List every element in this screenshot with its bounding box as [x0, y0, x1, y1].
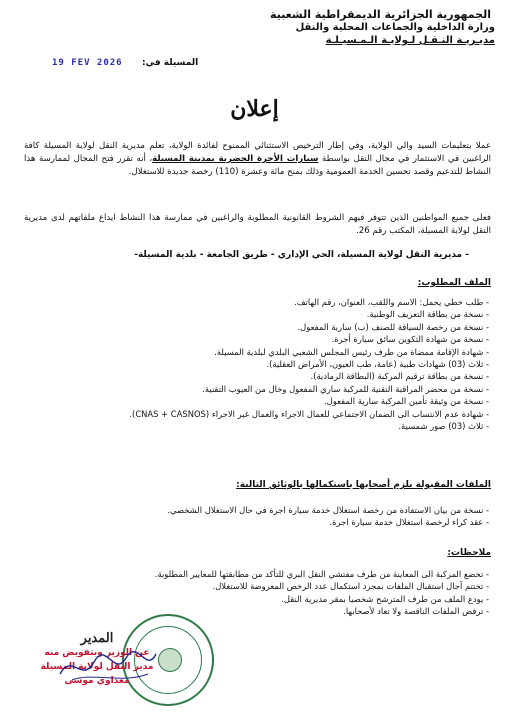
document-title: إعلان: [230, 96, 279, 122]
list-item: - ثلاث (03) صور شمسية.: [20, 420, 489, 432]
list-item: - ترفض الملفات الناقصة ولا تعاد لأصحابها.: [20, 605, 489, 617]
list-item: - يودع الملف من طرف المترشح شخصيا بمقر مديرية النقل.: [20, 593, 489, 605]
list-item: - نسخة من بطاقة ترقيم المركبة (البطاقة الرمادية).: [20, 370, 489, 382]
list-item: - نسخة من محضر المراقبة التقنية للمركبة ساري المفعول وخال من العيوب التقنية.: [20, 383, 489, 395]
paragraph-end: ، أنه تقرر فتح المجال لممارسة هذا النشاط للتدعيم وقصد تحسين الخدمة العمومية وذلك بمنح مائة وعشرة (110) رخصة جديدة للاستغلال.: [24, 154, 491, 177]
list-item: - تخضع المركبة الى المعاينة من طرف مفتشي النقل البري للتأكد من مطابقتها للمعايير المطلوبة.: [20, 568, 489, 580]
date-label: المسيلة في:: [142, 58, 199, 68]
accepted-files-title: الملفات المقبولة يلزم أصحابها باستكمالها بالوثائق التالية:: [236, 480, 491, 490]
date-stamp: 19 FEV 2026: [52, 58, 123, 68]
list-item: - شهادة الإقامة ممضاة من طرف رئيس المجلس الشعبي البلدي لبلدية المسيلة.: [20, 346, 489, 358]
letterhead: [125, 8, 495, 47]
directorate-name: مديـريـة النـقـل لـولايـة الـمـسيـلـة: [325, 35, 495, 46]
address-line: - مديرية النقل لولاية المسيلة، الحي الإداري - طريق الجامعة - بلدية المسيلة-: [134, 250, 469, 260]
signature-area: [22, 610, 222, 715]
date-row: [14, 58, 294, 72]
announcement-paragraph: [24, 140, 491, 179]
list-item: - شهادة عدم الانتساب الى الضمان الاجتماعي للعمال الاجراء والعمال غير الاجراء (CNAS + CASNOS).: [20, 408, 489, 420]
required-file-title: الملف المطلوب:: [417, 278, 491, 288]
stamp-position: مدير النقل لولاية المسيلة: [40, 662, 154, 672]
list-item: - نسخة من بطاقة التعريف الوطنية.: [20, 308, 489, 320]
republic-name: الجمهورية الجزائرية الديمقراطية الشعبية: [270, 8, 491, 21]
list-item: - ثلاث (03) شهادات طبية (عامة، طب العيون، الأمراض العقلية).: [20, 358, 489, 370]
notes-title: ملاحظات:: [447, 548, 491, 558]
paragraph-highlight: سيارات الأجرة الحضرية بمدينة المسيلة: [152, 154, 319, 164]
list-item: - نسخة من بيان الاستفادة من رخصة استغلال خدمة سيارة اجرة في حال الاستغلال الشخصي.: [20, 504, 489, 516]
list-item: - نسخة من شهادة التكوين سائق سيارة أجرة.: [20, 333, 489, 345]
accepted-files-list: [20, 504, 489, 529]
list-item: - عقد كراء لرخصة استغلال خدمة سيارة اجرة.: [20, 516, 489, 528]
required-file-list: [20, 296, 489, 432]
paragraph-start: عملا بتعليمات السيد والي الولاية، وفي إطار الترخيص الاستثنائي الممنوح لفائدة الولاية، تعلم مديرية النقل لولاية المسيلة كافة الراغبين في الاستثمار في مجال النقل بواسطة: [24, 141, 491, 164]
invitation-paragraph: فعلى جميع المواطنين الذين تتوفر فيهم الشروط القانونية المطلوبة والراغبين في ممارسة هذا النشاط ايداع ملفاتهم لدى مديرية النقل لولاية المسيلة، المكتب رقم 26.: [24, 213, 491, 236]
handwritten-signature: [52, 644, 162, 688]
director-title: المدير: [80, 631, 114, 646]
ministry-name: وزارة الداخلية والجماعات المحلية والنقل: [295, 22, 495, 33]
stamp-name: معداوي موسى: [64, 676, 130, 686]
list-item: - تختتم آجال استقبال الملفات بمجرد استكمال عدد الرخص المعروضة للاستغلال.: [20, 580, 489, 592]
list-item: - طلب خطي يحمل: الاسم واللقب، العنوان، رقم الهاتف.: [20, 296, 489, 308]
list-item: - نسخة من وثيقة تأمين المركبة سارية المفعول.: [20, 395, 489, 407]
stamp-delegation: عن الوزير وبتفويض منه: [44, 648, 150, 658]
list-item: - نسخة من رخصة السياقة للصنف (ب) سارية المفعول.: [20, 321, 489, 333]
